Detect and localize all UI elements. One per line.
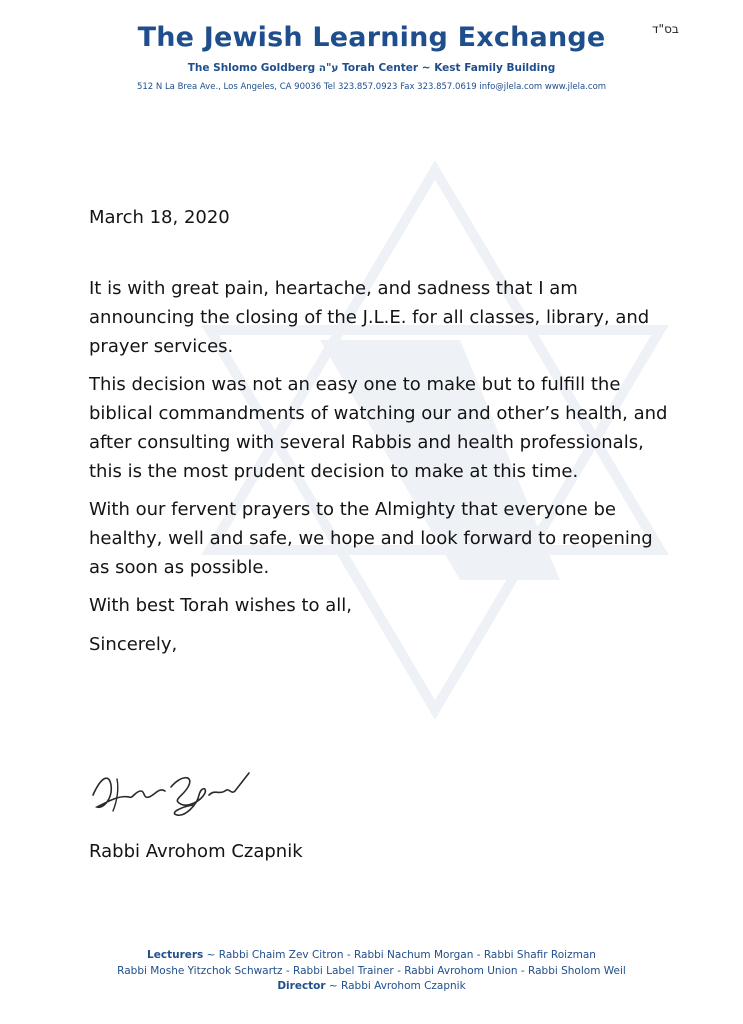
letterhead-subtitle: The Shlomo Goldberg ע"ה Torah Center ~ Kest Family Building (187, 62, 556, 74)
lecturers-names-1: ~ Rabbi Chaim Zev Citron - Rabbi Nachum Morgan - Rabbi Shafir Roizman (203, 949, 596, 961)
paragraph-decision: This decision was not an easy one to make but to fulfill the biblical commandments of watching our and other’s health, and after consulting with several Rabbis and health professionals, this is the most prudent decision to make at this time. (89, 374, 668, 482)
lecturers-names-2: Rabbi Moshe Yitzchok Schwartz - Rabbi Label Trainer - Rabbi Avrohom Union - Rabbi Sholom Weil (117, 964, 626, 977)
handwritten-signature (89, 765, 259, 825)
wishes-line: With best Torah wishes to all, (89, 595, 352, 616)
contact-info: 512 N La Brea Ave., Los Angeles, CA 90036 Tel 323.857.0923 Fax 323.857.0619 info@jlela.com www.jlela.com (136, 82, 607, 92)
director-name: ~ Rabbi Avrohom Czapnik (325, 980, 466, 992)
footer-staff-list (0, 948, 743, 995)
director-label: Director (277, 980, 326, 992)
lecturers-label: Lecturers (147, 949, 204, 961)
letter-body (89, 203, 669, 669)
bsd-mark: בס"ד (652, 22, 679, 36)
closing-line: Sincerely, (89, 634, 178, 655)
paragraph-prayers: With our fervent prayers to the Almighty that everyone be healthy, well and safe, we hope and look forward to reopening as soon as possible. (89, 499, 653, 578)
organization-name: The Jewish Learning Exchange (137, 22, 606, 53)
footer-lecturers-line (0, 948, 743, 964)
signer-name: Rabbi Avrohom Czapnik (89, 841, 303, 862)
letter-date: March 18, 2020 (89, 207, 230, 228)
footer-director-line (0, 979, 743, 995)
paragraph-announcement: It is with great pain, heartache, and sadness that I am announcing the closing of the J.L.E. for all classes, library, and prayer services. (89, 278, 650, 357)
